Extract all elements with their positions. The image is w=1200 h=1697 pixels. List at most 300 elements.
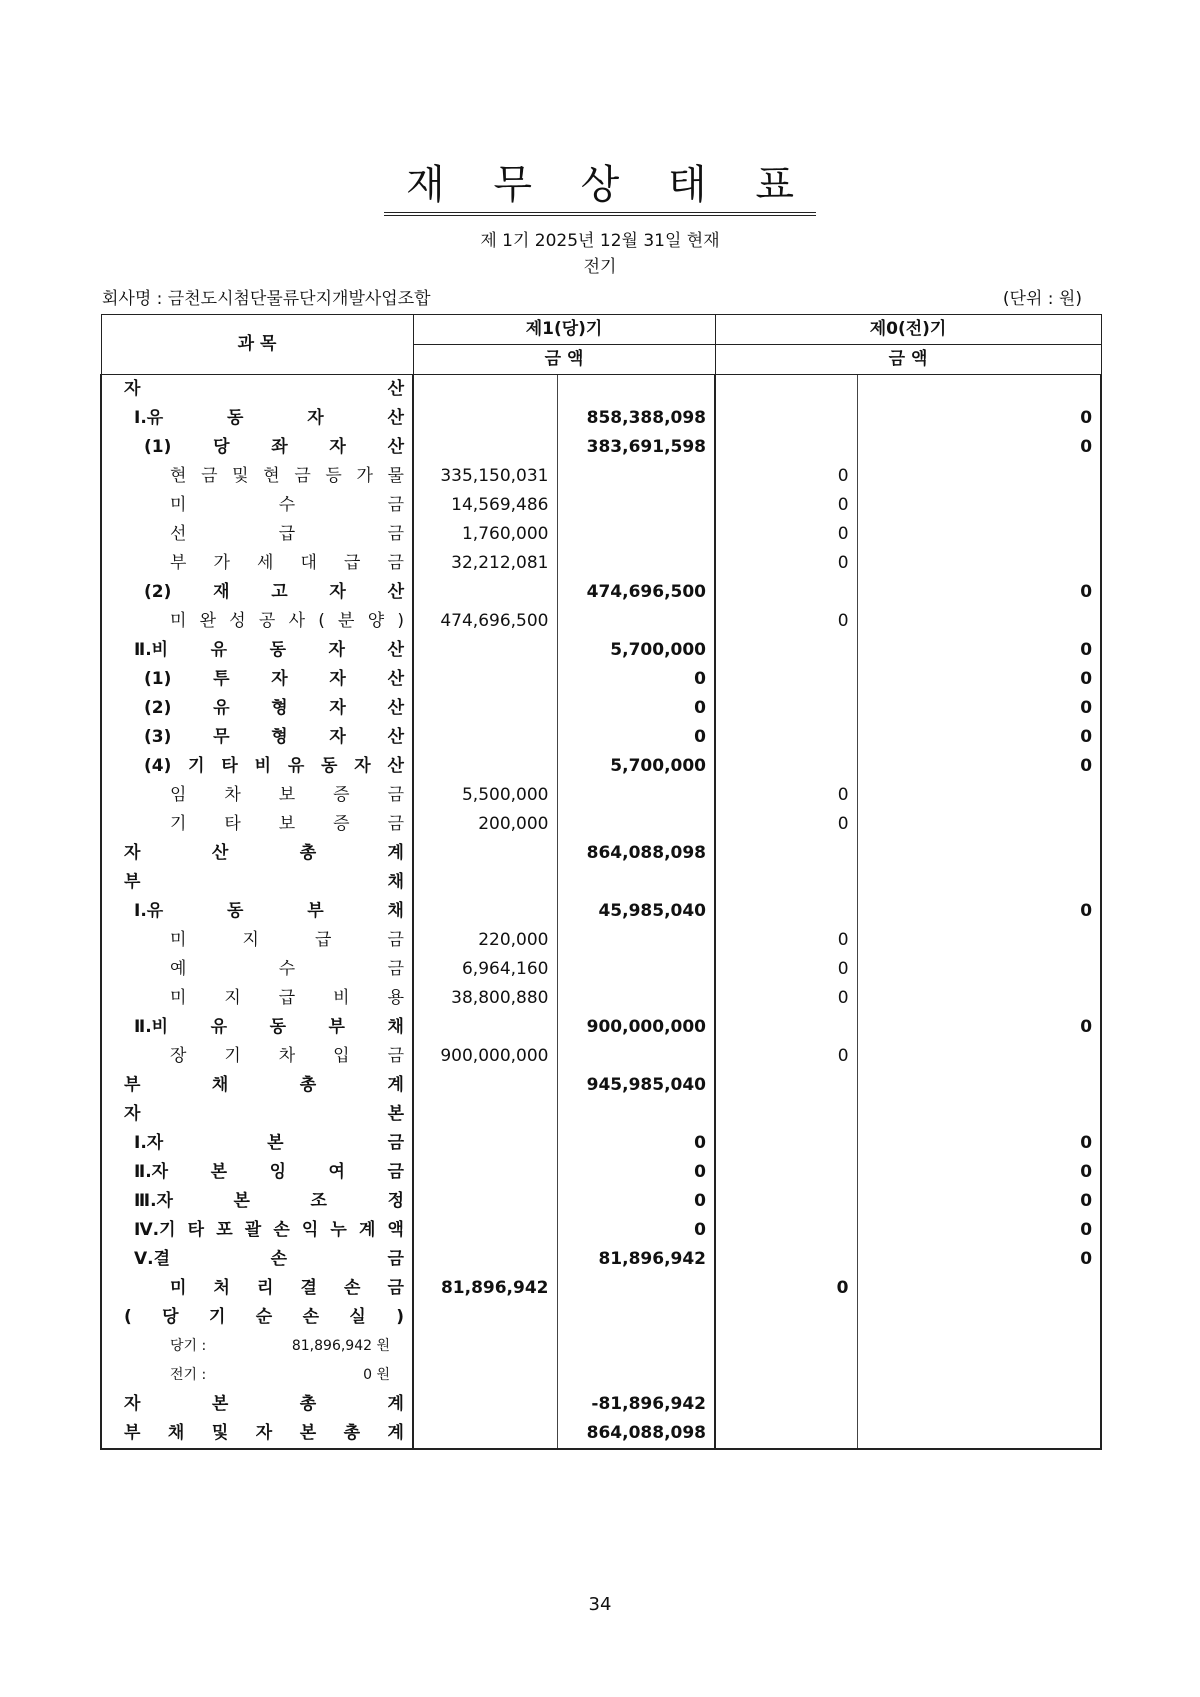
current-total-amount: 0	[557, 723, 715, 752]
prior-total-amount: 0	[857, 665, 1101, 694]
prior-detail-amount	[715, 433, 857, 462]
account-label-part: 금	[387, 959, 404, 979]
prior-detail-amount: 0	[715, 1042, 857, 1071]
account-label-part: 급	[278, 524, 296, 544]
table-row	[101, 433, 1101, 462]
account-label-part: 금	[387, 930, 404, 950]
account-label-part: 등	[325, 466, 342, 486]
account-cell	[101, 1100, 413, 1129]
account-label-part: 현	[170, 466, 187, 486]
prior-total-amount	[857, 1042, 1101, 1071]
table-row	[101, 1158, 1101, 1187]
prior-total-amount: 0	[857, 694, 1101, 723]
account-label-part: 부	[124, 872, 141, 892]
account-label-part: 형	[271, 727, 288, 747]
current-total-amount: 945,985,040	[557, 1071, 715, 1100]
account-cell	[101, 1303, 413, 1332]
account-label-part: 양	[367, 611, 385, 631]
account-label-part: 대	[300, 553, 317, 573]
table-row	[101, 926, 1101, 955]
current-total-amount	[557, 926, 715, 955]
prior-total-amount: 0	[857, 1187, 1101, 1216]
account-cell	[101, 1071, 413, 1100]
account-label-part: 본	[387, 1104, 404, 1124]
current-detail-amount	[413, 578, 557, 607]
current-detail-amount: 5,500,000	[413, 781, 557, 810]
table-row	[101, 1100, 1101, 1129]
table-body	[101, 375, 1101, 1450]
account-label-part: 수	[278, 495, 296, 515]
prior-period-label: 전기	[583, 257, 617, 277]
account-label-part: 산	[387, 582, 404, 602]
table-row	[101, 491, 1101, 520]
account-label-part: (1)	[144, 669, 172, 689]
account-cell	[101, 1187, 413, 1216]
prior-total-amount: 0	[857, 897, 1101, 926]
current-detail-amount	[413, 375, 557, 405]
account-label-part: 증	[333, 814, 350, 834]
current-detail-amount	[413, 723, 557, 752]
prior-total-amount	[857, 868, 1101, 897]
account-label-part: 분	[338, 611, 355, 631]
account-label-part: 손	[302, 1307, 320, 1327]
account-label-part: 및	[211, 1423, 229, 1443]
account-label-part: 81,896,942 원	[291, 1338, 390, 1354]
table-row	[101, 1390, 1101, 1419]
account-label-part: 금	[294, 466, 311, 486]
table-row	[101, 781, 1101, 810]
table-row	[101, 1332, 1101, 1361]
account-cell	[101, 926, 413, 955]
account-cell	[101, 839, 413, 868]
account-label-part: 타	[221, 756, 238, 776]
prior-total-amount	[857, 607, 1101, 636]
account-cell	[101, 1419, 413, 1449]
table-row	[101, 897, 1101, 926]
table-row	[101, 1216, 1101, 1245]
prior-total-amount	[857, 462, 1101, 491]
account-label-part: Ⅴ.결	[134, 1249, 171, 1269]
account-label-part: 계	[358, 1220, 376, 1240]
prior-total-amount	[857, 984, 1101, 1013]
account-label-part: 당기 :	[170, 1338, 207, 1354]
current-detail-amount: 335,150,031	[413, 462, 557, 491]
account-label-part: 타	[187, 1220, 205, 1240]
account-label-part: 급	[278, 988, 296, 1008]
account-label-part: 정	[387, 1191, 404, 1211]
account-label-part: 여	[328, 1162, 345, 1182]
account-label-part: 금	[387, 814, 404, 834]
account-label-part: 금	[387, 553, 404, 573]
account-label-part: 자	[329, 727, 346, 747]
account-label-part: 동	[269, 640, 287, 660]
account-label-part: 고	[271, 582, 288, 602]
prior-total-amount	[857, 1390, 1101, 1419]
account-label-part: 산	[387, 408, 404, 428]
account-cell	[101, 1216, 413, 1245]
account-label-part: 괄	[244, 1220, 262, 1240]
account-label-part: 자	[124, 379, 141, 399]
account-label-part: 자	[329, 698, 346, 718]
period-date: 제 1기 2025년 12월 31일 현재	[480, 231, 720, 251]
account-label-part: 현	[263, 466, 280, 486]
prior-detail-amount	[715, 578, 857, 607]
account-cell	[101, 897, 413, 926]
account-label-part: 계	[387, 1075, 404, 1095]
prior-total-amount	[857, 1303, 1101, 1332]
prior-detail-amount	[715, 1245, 857, 1274]
account-label-part: Ⅱ.자	[134, 1162, 169, 1182]
account-label-part: 형	[271, 698, 288, 718]
account-label-part: 채	[387, 872, 404, 892]
prior-detail-amount: 0	[715, 926, 857, 955]
account-label-part: 산	[387, 698, 404, 718]
account-cell	[101, 752, 413, 781]
current-detail-amount	[413, 1187, 557, 1216]
prior-detail-amount	[715, 723, 857, 752]
current-detail-amount	[413, 1158, 557, 1187]
account-label-part: 임	[170, 785, 187, 805]
account-label-part: 총	[343, 1423, 361, 1443]
account-label-part: 전기 :	[170, 1367, 207, 1383]
account-label-part: 차	[224, 785, 241, 805]
account-label-part: 물	[387, 466, 404, 486]
table-row	[101, 1245, 1101, 1274]
prior-detail-amount: 0	[715, 607, 857, 636]
prior-detail-amount: 0	[715, 491, 857, 520]
current-total-amount	[557, 984, 715, 1013]
account-label-part: 총	[299, 843, 317, 863]
table-row	[101, 1419, 1101, 1449]
current-total-amount: 0	[557, 694, 715, 723]
account-label-part: Ⅰ.유	[134, 408, 164, 428]
current-total-amount	[557, 781, 715, 810]
prior-total-amount: 0	[857, 636, 1101, 665]
table-row	[101, 752, 1101, 781]
account-cell	[101, 433, 413, 462]
account-label-part: 동	[321, 756, 338, 776]
table-row	[101, 1013, 1101, 1042]
account-label-part: 및	[232, 466, 249, 486]
title-wrap	[0, 160, 1200, 216]
prior-detail-amount	[715, 1332, 857, 1361]
account-label-part: 자	[329, 669, 346, 689]
account-label-part: 산	[387, 379, 404, 399]
account-label-part: 동	[269, 1017, 287, 1037]
table-row	[101, 839, 1101, 868]
table-row	[101, 1129, 1101, 1158]
account-label-part: 자	[328, 640, 345, 660]
current-total-amount: 864,088,098	[557, 1419, 715, 1449]
account-label-part: 0 원	[363, 1367, 390, 1383]
account-label-part: 미	[170, 495, 187, 515]
prior-detail-amount: 0	[715, 462, 857, 491]
current-detail-amount	[413, 665, 557, 694]
prior-detail-amount	[715, 752, 857, 781]
current-detail-amount	[413, 1216, 557, 1245]
prior-detail-amount	[715, 1158, 857, 1187]
account-label-part: 리	[257, 1278, 274, 1298]
account-label-part: 총	[299, 1075, 317, 1095]
account-label-part: 본	[210, 1162, 228, 1182]
account-label-part: 세	[257, 553, 274, 573]
account-label-part: 당	[213, 437, 230, 457]
account-label-part: 금	[387, 785, 404, 805]
account-label-part: 채	[211, 1075, 229, 1095]
account-label-part: 금	[387, 1046, 404, 1066]
account-cell	[101, 636, 413, 665]
account-label-part: 금	[387, 1162, 404, 1182]
company-name: 회사명 : 금천도시첨단물류단지개발사업조합	[102, 289, 431, 309]
header-prior-amount: 금 액	[715, 345, 1101, 375]
table-row	[101, 955, 1101, 984]
prior-detail-amount	[715, 1187, 857, 1216]
prior-detail-amount: 0	[715, 810, 857, 839]
current-total-amount	[557, 1332, 715, 1361]
header-account: 과 목	[101, 315, 413, 375]
prior-total-amount: 0	[857, 1129, 1101, 1158]
account-label-part: 본	[299, 1423, 317, 1443]
account-label-part: 총	[299, 1394, 317, 1414]
prior-detail-amount	[715, 1013, 857, 1042]
prior-detail-amount: 0	[715, 520, 857, 549]
table-row	[101, 462, 1101, 491]
account-label-part: 차	[278, 1046, 296, 1066]
prior-total-amount: 0	[857, 404, 1101, 433]
account-label-part: 재	[213, 582, 230, 602]
table-row	[101, 868, 1101, 897]
account-label-part: 미	[170, 1278, 187, 1298]
account-label-part: 유	[210, 1017, 228, 1037]
account-label-part: 보	[278, 785, 296, 805]
account-label-part: 금	[201, 466, 218, 486]
prior-detail-amount	[715, 1390, 857, 1419]
current-detail-amount	[413, 1419, 557, 1449]
table-row	[101, 1274, 1101, 1303]
prior-total-amount	[857, 1419, 1101, 1449]
prior-total-amount	[857, 839, 1101, 868]
current-total-amount	[557, 491, 715, 520]
account-label-part: 완	[199, 611, 217, 631]
account-label-part: 본	[267, 1133, 284, 1153]
current-total-amount	[557, 1303, 715, 1332]
account-label-part: 산	[387, 437, 404, 457]
current-detail-amount	[413, 1129, 557, 1158]
current-detail-amount	[413, 839, 557, 868]
account-label-part: 투	[213, 669, 230, 689]
account-label-part: 계	[387, 843, 404, 863]
account-label-part: 금	[387, 1249, 404, 1269]
table-row	[101, 607, 1101, 636]
account-label-part: 비	[254, 756, 272, 776]
account-label-part: 손	[273, 1220, 290, 1240]
account-cell	[101, 723, 413, 752]
account-label-part: Ⅲ.자	[134, 1191, 173, 1211]
account-label-part: 산	[387, 756, 404, 776]
account-cell	[101, 607, 413, 636]
account-label-part: 채	[387, 1017, 404, 1037]
account-label-part: 산	[387, 640, 404, 660]
current-total-amount	[557, 1274, 715, 1303]
account-cell	[101, 984, 413, 1013]
account-label-part: 입	[333, 1046, 350, 1066]
account-label-part: 조	[310, 1191, 327, 1211]
account-label-part: 지	[224, 988, 241, 1008]
table-row	[101, 578, 1101, 607]
prior-total-amount	[857, 1332, 1101, 1361]
account-label-part: 자	[124, 1394, 141, 1414]
current-detail-amount	[413, 636, 557, 665]
current-detail-amount	[413, 897, 557, 926]
current-total-amount: -81,896,942	[557, 1390, 715, 1419]
account-cell	[101, 810, 413, 839]
account-label-part: 자	[307, 408, 324, 428]
current-detail-amount: 81,896,942	[413, 1274, 557, 1303]
account-label-part: (1)	[144, 437, 172, 457]
account-cell	[101, 1129, 413, 1158]
account-label-part: 산	[211, 843, 229, 863]
prior-detail-amount: 0	[715, 955, 857, 984]
prior-detail-amount	[715, 839, 857, 868]
account-label-part: 결	[300, 1278, 317, 1298]
table-row	[101, 665, 1101, 694]
account-label-part: 손	[344, 1278, 361, 1298]
current-total-amount	[557, 1361, 715, 1390]
prior-detail-amount: 0	[715, 1274, 857, 1303]
prior-detail-amount	[715, 1216, 857, 1245]
account-label-part: 부	[328, 1017, 345, 1037]
account-cell	[101, 462, 413, 491]
account-label-part: 부	[170, 553, 187, 573]
current-total-amount: 474,696,500	[557, 578, 715, 607]
account-label-part: 급	[344, 553, 361, 573]
account-label-part: 본	[211, 1394, 229, 1414]
current-total-amount	[557, 1100, 715, 1129]
account-cell	[101, 1361, 413, 1390]
account-label-part: 동	[227, 901, 244, 921]
account-label-part: 좌	[271, 437, 288, 457]
current-total-amount	[557, 868, 715, 897]
account-label-part: 채	[387, 901, 404, 921]
prior-detail-amount	[715, 636, 857, 665]
account-cell	[101, 520, 413, 549]
account-label-part: 계	[387, 1423, 404, 1443]
account-label-part: 당	[162, 1307, 179, 1327]
prior-detail-amount: 0	[715, 781, 857, 810]
table-row	[101, 694, 1101, 723]
prior-detail-amount	[715, 1100, 857, 1129]
account-label-part: 예	[170, 959, 187, 979]
current-total-amount: 0	[557, 1158, 715, 1187]
account-cell	[101, 1042, 413, 1071]
account-cell	[101, 491, 413, 520]
current-total-amount	[557, 375, 715, 405]
account-label-part: 계	[387, 1394, 404, 1414]
account-cell	[101, 1332, 413, 1361]
account-label-part: 실	[349, 1307, 366, 1327]
prior-total-amount	[857, 1100, 1101, 1129]
prior-total-amount	[857, 491, 1101, 520]
current-total-amount	[557, 1042, 715, 1071]
table-row	[101, 636, 1101, 665]
account-label-part: 가	[356, 466, 373, 486]
current-detail-amount	[413, 752, 557, 781]
account-label-part: 용	[387, 988, 404, 1008]
account-label-part: 포	[216, 1220, 233, 1240]
account-label-part: 수	[278, 959, 296, 979]
account-cell	[101, 1390, 413, 1419]
account-cell	[101, 404, 413, 433]
account-label-part: 지	[242, 930, 259, 950]
account-label-part: Ⅱ.비	[134, 1017, 169, 1037]
prior-detail-amount	[715, 404, 857, 433]
account-label-part: )	[397, 611, 404, 631]
prior-total-amount	[857, 1071, 1101, 1100]
account-label-part: 손	[270, 1249, 288, 1269]
account-cell	[101, 868, 413, 897]
current-total-amount: 858,388,098	[557, 404, 715, 433]
account-label-part: 무	[213, 727, 230, 747]
current-total-amount: 383,691,598	[557, 433, 715, 462]
table-row	[101, 549, 1101, 578]
page-number: 34	[588, 1594, 612, 1615]
prior-detail-amount: 0	[715, 549, 857, 578]
current-detail-amount: 32,212,081	[413, 549, 557, 578]
account-label-part: 누	[330, 1220, 347, 1240]
account-cell	[101, 1013, 413, 1042]
prior-detail-amount	[715, 897, 857, 926]
account-label-part: 기	[170, 814, 187, 834]
current-detail-amount	[413, 433, 557, 462]
account-label-part: 성	[229, 611, 246, 631]
current-total-amount: 0	[557, 1187, 715, 1216]
account-label-part: 부	[124, 1075, 141, 1095]
balance-sheet-table	[100, 314, 1102, 1450]
current-detail-amount	[413, 1245, 557, 1274]
current-total-amount: 900,000,000	[557, 1013, 715, 1042]
current-detail-amount	[413, 694, 557, 723]
header-prior-period: 제0(전)기	[715, 315, 1101, 345]
account-label-part: 장	[170, 1046, 187, 1066]
current-detail-amount	[413, 1100, 557, 1129]
current-detail-amount: 474,696,500	[413, 607, 557, 636]
account-cell	[101, 549, 413, 578]
account-label-part: 자	[329, 582, 346, 602]
account-label-part: 자	[329, 437, 346, 457]
account-label-part: (2)	[144, 698, 172, 718]
current-detail-amount	[413, 1332, 557, 1361]
current-detail-amount: 900,000,000	[413, 1042, 557, 1071]
account-label-part: 기	[224, 1046, 241, 1066]
account-label-part: 자	[354, 756, 371, 776]
table-row	[101, 723, 1101, 752]
current-total-amount	[557, 549, 715, 578]
current-total-amount: 81,896,942	[557, 1245, 715, 1274]
prior-total-amount: 0	[857, 1245, 1101, 1274]
current-total-amount: 5,700,000	[557, 752, 715, 781]
prior-total-amount	[857, 549, 1101, 578]
prior-detail-amount: 0	[715, 984, 857, 1013]
account-label-part: (	[318, 611, 325, 631]
account-label-part: 선	[170, 524, 187, 544]
account-label-part: 유	[210, 640, 228, 660]
account-cell	[101, 1274, 413, 1303]
current-detail-amount: 14,569,486	[413, 491, 557, 520]
account-label-part: Ⅰ.자	[134, 1133, 164, 1153]
account-label-part: (	[124, 1307, 132, 1327]
current-total-amount: 0	[557, 1216, 715, 1245]
prior-detail-amount	[715, 1303, 857, 1332]
